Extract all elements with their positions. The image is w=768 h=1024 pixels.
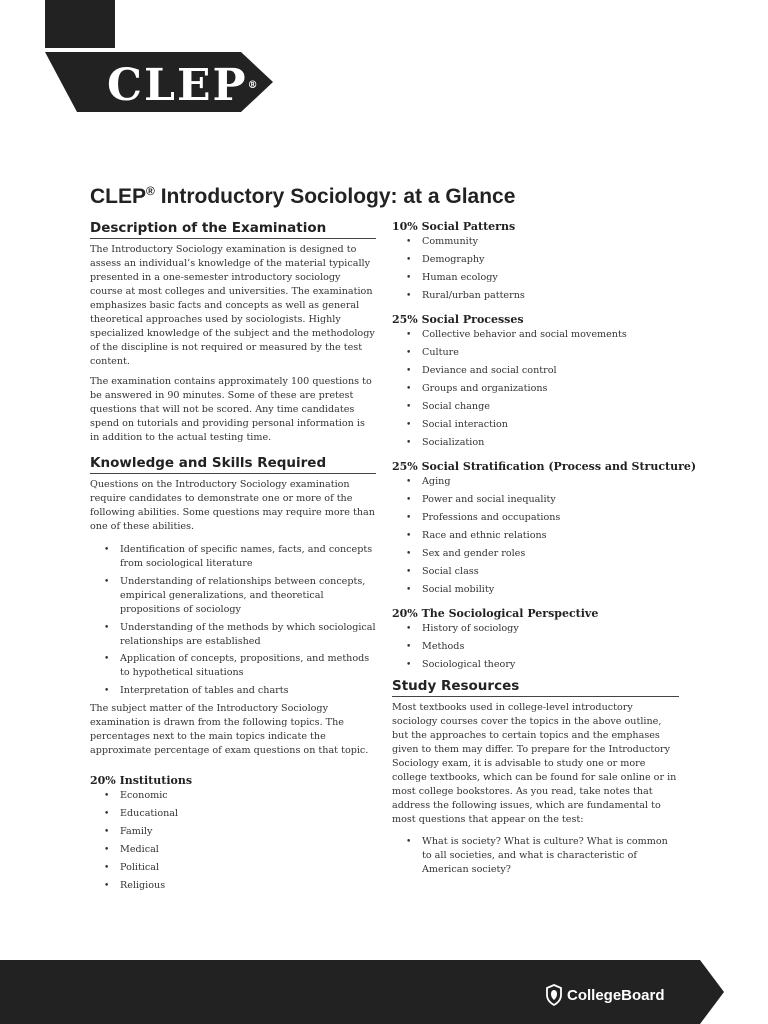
bullet-icon: •	[104, 654, 110, 665]
social-processes-list	[392, 328, 679, 450]
right-column	[392, 220, 697, 881]
list-item	[406, 835, 679, 877]
bullet-icon: •	[406, 420, 412, 430]
description-heading: Description of the Examination	[90, 220, 376, 239]
clep-logo-text: CLEP	[107, 60, 248, 111]
topic-text: Deviance and social control	[422, 365, 557, 376]
ability-text: Understanding of the methods by which sociological relationships are established	[120, 621, 376, 647]
topic-text: Power and social inequality	[422, 494, 556, 505]
topic-text: Religious	[120, 880, 166, 892]
list-item	[406, 253, 679, 267]
study-resources-paragraph: Most textbooks used in college-level introductory sociology courses cover the topics in the above outline, but the approaches to certain topics and the emphases given to them may differ. To prepare for the Introductory Sociology exam, it is advisable to study one or more college textbooks, which can be found for sale online or in most college bookstores. As you read, take notes that address the following issues, which are fundamental to most questions that appear on the test:	[392, 702, 677, 825]
list-item	[104, 789, 376, 803]
abilities-list	[90, 543, 376, 698]
left-column	[90, 220, 376, 897]
institutions-heading: 20% Institutions	[90, 774, 193, 788]
bullet-icon: •	[406, 402, 412, 412]
list-item	[406, 436, 679, 450]
bullet-icon: •	[406, 348, 412, 358]
title-sup: ®	[146, 184, 155, 198]
bullet-icon: •	[406, 624, 412, 634]
topic-text: Professions and occupations	[422, 512, 561, 523]
social-processes-heading: 25% Social Processes	[392, 313, 524, 326]
bullet-icon: •	[406, 585, 412, 595]
list-item	[406, 364, 679, 378]
topic-text: Demography	[422, 254, 485, 265]
header-tab-block	[45, 0, 115, 48]
topic-text: Medical	[120, 844, 159, 856]
list-item	[104, 861, 376, 875]
list-item	[406, 529, 679, 543]
ability-text: Application of concepts, propositions, and methods to hypothetical situations	[120, 653, 370, 679]
list-item	[406, 640, 679, 654]
bullet-icon: •	[406, 291, 412, 301]
study-question-text: What is society? What is culture? What is common to all societies, and what is characteristic of American society?	[422, 836, 668, 875]
study-resources-heading: Study Resources	[392, 678, 679, 697]
list-item	[406, 622, 679, 636]
topic-text: Family	[120, 826, 153, 838]
bullet-icon: •	[406, 642, 412, 652]
list-item	[104, 543, 376, 571]
topic-text: Groups and organizations	[422, 383, 548, 394]
topic-text: Social interaction	[422, 419, 508, 430]
bullet-icon: •	[406, 660, 412, 670]
topic-text: Collective behavior and social movements	[422, 329, 627, 340]
list-item	[104, 807, 376, 821]
topic-text: Human ecology	[422, 272, 498, 283]
subject-matter-paragraph: The subject matter of the Introductory Sociology examination is drawn from the following topics. The percentages next to the main topics indicate the approximate percentage of exam questions on that topic.	[90, 703, 369, 757]
sociological-perspective-list	[392, 622, 679, 672]
list-item	[104, 843, 376, 857]
bullet-icon: •	[406, 477, 412, 487]
list-item	[406, 271, 679, 285]
topic-text: Educational	[120, 808, 179, 820]
bullet-icon: •	[406, 567, 412, 577]
bullet-icon: •	[406, 513, 412, 523]
bullet-icon: •	[104, 576, 110, 587]
page-title	[90, 184, 710, 209]
clep-logo-registered: ®	[247, 80, 258, 91]
bullet-icon: •	[406, 549, 412, 559]
topic-text: Methods	[422, 641, 465, 652]
description-paragraph-2: The examination contains approximately 100 questions to be answered in 90 minutes. Some of these are pretest questions that will not be scored. Any time candidates spend on tutorials and providing personal information is in addition to the actual testing time.	[90, 376, 372, 443]
bullet-icon: •	[104, 827, 110, 838]
list-item	[406, 418, 679, 432]
collegeboard-logo	[545, 983, 665, 1007]
knowledge-intro: Questions on the Introductory Sociology examination require candidates to demonstrate one or more of the following abilities. Some questions may require more than one of these abilities.	[90, 479, 375, 532]
acorn-shield-icon	[545, 984, 563, 1006]
bullet-icon: •	[104, 791, 110, 802]
bullet-icon: •	[104, 686, 110, 697]
topic-text: Sex and gender roles	[422, 548, 526, 559]
list-item	[104, 825, 376, 839]
description-paragraph-1: The Introductory Sociology examination is designed to assess an individual’s knowledge of the material typically presented in a one-semester introductory sociology course at most colleges and universities. The examination emphasizes basic facts and concepts as well as general theoretical approaches used by sociologists. Highly specialized knowledge of the subject and the methodology of the discipline is not required or measured by the test content.	[90, 244, 375, 367]
bullet-icon: •	[104, 863, 110, 874]
bullet-icon: •	[406, 366, 412, 376]
list-item	[406, 493, 679, 507]
list-item	[104, 684, 376, 698]
bullet-icon: •	[406, 384, 412, 394]
bullet-icon: •	[406, 837, 412, 847]
list-item	[406, 328, 679, 342]
bullet-icon: •	[406, 495, 412, 505]
list-item	[406, 400, 679, 414]
topic-text: Political	[120, 862, 160, 874]
topic-text: History of sociology	[422, 623, 519, 634]
list-item	[406, 583, 679, 597]
topic-text: Aging	[422, 476, 451, 487]
social-stratification-list	[392, 475, 679, 597]
bullet-icon: •	[104, 622, 110, 633]
bullet-icon: •	[406, 273, 412, 283]
list-item	[406, 658, 679, 672]
topic-text: Culture	[422, 347, 459, 358]
topic-text: Economic	[120, 790, 168, 802]
clep-logo	[107, 58, 258, 114]
list-item	[406, 346, 679, 360]
topic-text: Community	[422, 236, 479, 247]
bullet-icon: •	[406, 330, 412, 340]
list-item	[104, 879, 376, 893]
list-item	[406, 475, 679, 489]
social-stratification-heading: 25% Social Stratification (Process and Structure)	[392, 460, 697, 473]
social-patterns-list	[392, 235, 679, 303]
topic-text: Socialization	[422, 437, 485, 448]
title-main: CLEP	[90, 185, 147, 208]
list-item	[406, 511, 679, 525]
bullet-icon: •	[104, 881, 110, 892]
bullet-icon: •	[104, 545, 110, 555]
study-questions-list	[392, 835, 679, 877]
topic-text: Social class	[422, 566, 479, 577]
bullet-icon: •	[406, 438, 412, 448]
knowledge-heading: Knowledge and Skills Required	[90, 455, 376, 474]
sociological-perspective-heading: 20% The Sociological Perspective	[392, 607, 599, 620]
institutions-list	[90, 789, 376, 893]
collegeboard-logo-text: CollegeBoard	[567, 986, 665, 1004]
list-item	[104, 652, 376, 680]
list-item	[104, 621, 376, 649]
bullet-icon: •	[104, 845, 110, 856]
bullet-icon: •	[104, 809, 110, 820]
list-item	[406, 235, 679, 249]
topic-text: Sociological theory	[422, 659, 516, 670]
list-item	[406, 289, 679, 303]
topic-text: Social change	[422, 401, 490, 412]
ability-text: Understanding of relationships between concepts, empirical generalizations, and theoretical propositions of sociology	[120, 575, 366, 615]
bullet-icon: •	[406, 237, 412, 247]
title-rest: Introductory Sociology: at a Glance	[154, 185, 516, 208]
topic-text: Social mobility	[422, 584, 495, 595]
ability-text: Interpretation of tables and charts	[120, 685, 289, 697]
ability-text: Identification of specific names, facts, and concepts from sociological literature	[120, 544, 373, 569]
list-item	[406, 547, 679, 561]
list-item	[406, 382, 679, 396]
topic-text: Race and ethnic relations	[422, 530, 547, 541]
topic-text: Rural/urban patterns	[422, 290, 525, 301]
list-item	[406, 565, 679, 579]
bullet-icon: •	[406, 255, 412, 265]
bullet-icon: •	[406, 531, 412, 541]
list-item	[104, 575, 376, 617]
social-patterns-heading: 10% Social Patterns	[392, 220, 516, 233]
